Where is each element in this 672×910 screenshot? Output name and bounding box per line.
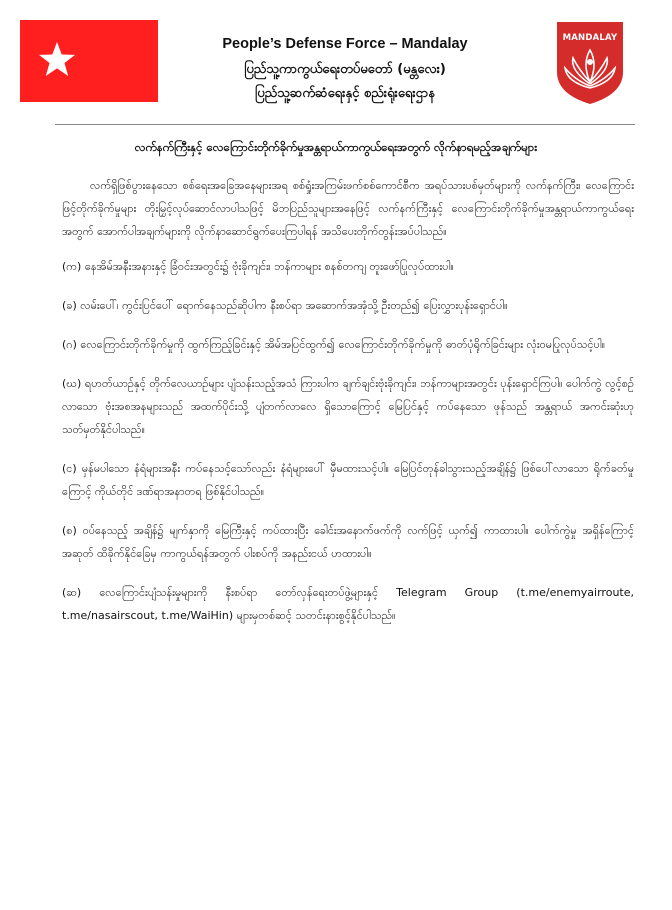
list-item: (ဂ) လေကြောင်းတိုက်ခိုက်မှုကို ထွက်ကြည့်ခြင်းနှင့် အိမ်အပြင်ထွက်၍ လေကြောင်းတိုက်ခိုက်မှုကို ဓာတ်ပုံရိုက်ခြင်းများ လုံးဝမပြုလုပ်သင့်ပါ။ <box>62 338 606 351</box>
header-divider <box>55 124 635 125</box>
document-title: လက်နက်ကြီးနှင့် လေကြောင်းတိုက်ခိုက်မှုအန္တရာယ်ကာကွယ်ရေးအတွက် လိုက်နာရမည့်အချက်များ <box>134 140 538 154</box>
intro-paragraph: လက်ရှိဖြစ်ပွားနေသော စစ်ရေးအခြေအနေများအရ စစ်ရှုံးအကြမ်းဖက်စစ်ကောင်စီက အရပ်သားပစ်မှတ်များကို လက်နက်ကြီး၊ လေကြောင်းဖြင့်တိုက်ခိုက်မှုများ တိုးမြှင့်လုပ်ဆောင်လာပါသဖြင့် မိဘပြည်သူများအနေဖြင့် လက်နက်ကြီးနှင့် လေကြောင်းတိုက်ခိုက်မှုအန္တရာယ်ကာကွယ်ရေးအတွက် အောက်ပါအချက်များကို လိုက်နာဆောင်ရွက်ပေးကြပါရန် အသိပေးတိုက်တွန်းအပ်ပါသည်။ <box>62 179 634 238</box>
logo-text: MANDALAY <box>562 33 618 43</box>
list-item: (က) နေအိမ်အနီးအနားနှင့် ခြံဝင်းအတွင်း၌ ဗုံးခိုကျင်း၊ ဘန်ကာများ စနစ်တကျ တူးဖော်ပြုလုပ်ထားပါ။ <box>62 260 454 273</box>
organization-subtitle-2: ပြည်သူ့ဆက်ဆံရေးနှင့် စည်းရုံးရေးဌာန <box>255 86 435 101</box>
star-icon <box>37 40 77 80</box>
list-item: (င) မှန်မပါသော နံရံများအနီး ကပ်နေသင့်သော်လည်း နံရံများပေါ် မှီမထားသင့်ပါ။ မြေပြင်တုန်ခါသွားသည့်အချိန်၌ ဖြစ်ပေါ်လာသော ရိုက်ခတ်မှုကြောင့် ကိုယ်တိုင် ဒဏ်ရာအနာတရ ဖြစ်နိုင်ပါသည်။ <box>62 462 634 498</box>
document-body <box>62 174 634 643</box>
list-item: (ခ) လမ်းပေါ်၊ ကွင်းပြင်ပေါ် ရောက်နေသည်ဆိုပါက နီးစပ်ရာ အဆောက်အအုံသို့ ဦးတည်၍ ပြေးလွှားပုန်းရှောင်ပါ။ <box>62 299 508 312</box>
mandalay-logo <box>555 20 625 106</box>
header <box>165 36 525 106</box>
red-flag-with-star <box>20 20 158 102</box>
list-item: (ဆ) လေကြောင်းပျံသန်းမှုများကို နီးစပ်ရာ တော်လှန်ရေးတပ်ဖွဲ့များနှင့် Telegram Group (t.me/enemyairroute, t.me/nasairscout, t.me/WaiHin) များမှတစ်ဆင့် သတင်းနားစွင့်နိုင်ပါသည်။ <box>62 586 634 622</box>
organization-subtitle-1: ပြည်သူ့ကာကွယ်ရေးတပ်မတော် (မန္တလေး) <box>244 62 446 77</box>
organization-title: People’s Defense Force – Mandalay <box>222 36 468 52</box>
list-item: (စ) ဝပ်နေသည့် အချိန်၌ မျက်နှာကို မြေကြီးနှင့် ကပ်ထားပြီး ခေါင်းအနောက်ဖက်ကို လက်ဖြင့် ယှက်၍ ကာထားပါ။ ပေါက်ကွဲမှု အရှိန်ကြောင့် အဆုတ် ထိခိုက်နိုင်ခြေမှ ကာကွယ်ရန်အတွက် ပါးစပ်ကို အနည်းငယ် ဟထားပါ။ <box>62 524 634 560</box>
list-item: (ဃ) ရဟတ်ယာဉ်နှင့် တိုက်လေယာဉ်များ ပျံသန်းသည့်အသံ ကြားပါက ချက်ချင်းဗုံးခိုကျင်း၊ ဘန်ကာများအတွင်း ပုန်းရှောင်ကြပါ။ ပေါက်ကွဲ လွင့်စဉ်လာသော ဗုံးအစအနများသည် အထက်ပိုင်းသို့ ပျံတက်လာလေ ရှိသောကြောင့် မြေပြင်နှင့် ကပ်နေသော ဖုန်သည် အန္တရာယ် အကင်းဆုံးဟု သတ်မှတ်နိုင်ပါသည်။ <box>62 377 634 436</box>
